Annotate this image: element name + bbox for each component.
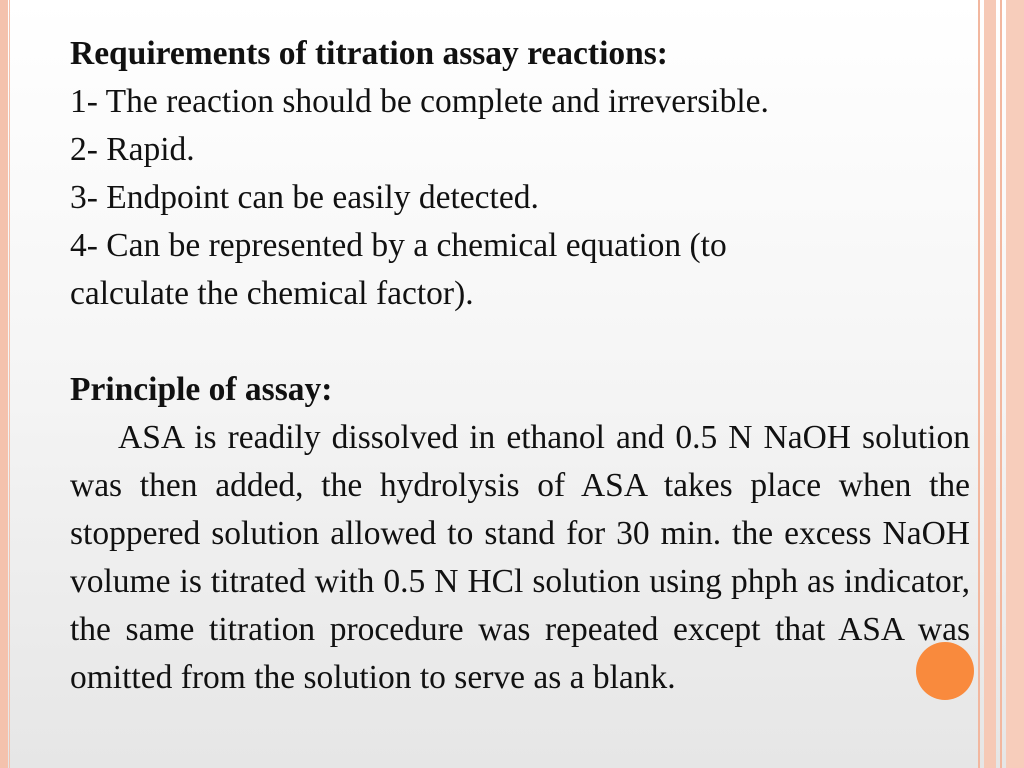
requirement-item-1: 1- The reaction should be complete and irreversible. bbox=[70, 83, 769, 120]
principle-heading: Principle of assay: bbox=[70, 371, 333, 408]
slide-content bbox=[70, 30, 970, 702]
right-decorative-stripes bbox=[978, 0, 1024, 768]
requirements-heading: Requirements of titration assay reactions: bbox=[70, 35, 668, 72]
requirement-item-3: 3- Endpoint can be easily detected. bbox=[70, 179, 539, 216]
requirement-item-4: 4- Can be represented by a chemical equation (to bbox=[70, 227, 727, 264]
left-decorative-stripe bbox=[0, 0, 8, 768]
requirement-item-2: 2- Rapid. bbox=[70, 131, 195, 168]
principle-paragraph: ASA is readily dissolved in ethanol and 0.5 N NaOH solution was then added, the hydrolysis of ASA takes place when the stoppered solution allowed to stand for 30 min. the excess NaOH volume is titrated with 0.5 N HCl solution using phph as indicator, the same titration procedure was repeated except that ASA was omitted from the solution to serve as a blank. bbox=[70, 419, 970, 696]
requirement-item-4-continued: calculate the chemical factor). bbox=[70, 275, 474, 312]
section-spacer bbox=[70, 318, 970, 366]
